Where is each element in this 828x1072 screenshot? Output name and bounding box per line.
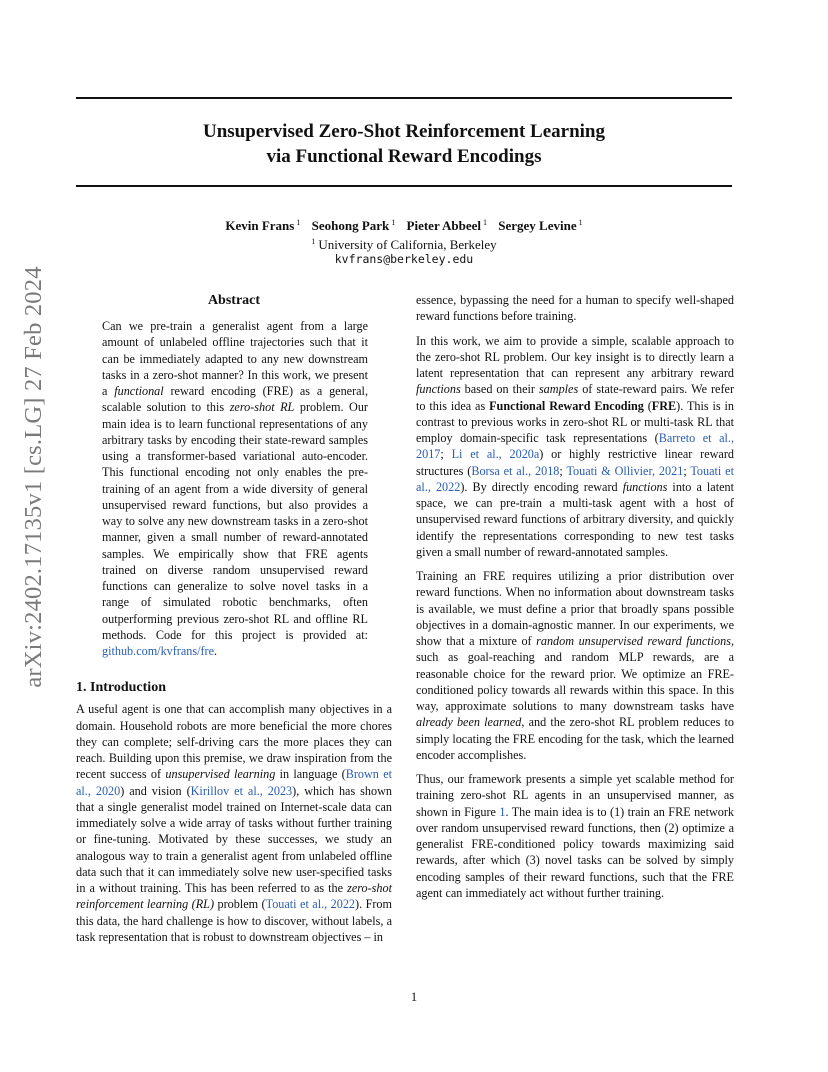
text-run: , such as goal-reaching and random MLP rewards, are a reasonable choice for the reward prior. We optimize an FRE-conditioned policy towards all rewards within this space. In this way, approximate solutions to many downstream tasks have	[416, 634, 734, 713]
citation-link[interactable]: Kirillov et al., 2023	[190, 783, 293, 798]
citation-link[interactable]: Borsa et al., 2018	[471, 463, 560, 478]
text-run: based on their	[460, 382, 539, 397]
introduction-heading: 1. Introduction	[76, 680, 166, 696]
top-rule	[76, 97, 732, 99]
bold-term: Functional Reward Encoding	[489, 398, 644, 413]
intro-paragraph-3	[416, 568, 734, 763]
text-run: . The main idea is to (1) train an FRE network over random unsupervised reward functions, then (2) optimize a generalist FRE-conditioned policy towards maximizing said rewards, after which (3) novel tasks can be solved by simply encoding samples of their reward functions, such that the FRE agent can immediately act without further training.	[416, 804, 735, 900]
text-run: Training an FRE requires utilizing a prior distribution over reward functions. When no information about downstream tasks is available, we must define a prior that broadly spans possible objectives in a domain-agnostic manner. In our experiments, we show that a mixture of	[416, 569, 734, 648]
author-name: Sergey Levine	[498, 218, 577, 233]
citation-link[interactable]: Barreto et al., 2017	[416, 431, 734, 462]
continued-paragraph: essence, bypassing the need for a human to specify well-shaped reward functions before training.	[416, 293, 734, 324]
author-2	[312, 218, 396, 233]
emphasis: already been learned	[416, 715, 522, 730]
text-run: reward encoding (FRE) as a general, scalable solution to this	[102, 384, 368, 415]
text-run: ) and vision (	[120, 783, 191, 798]
text-run: problem (	[214, 897, 266, 912]
affiliation-mark: 1	[391, 218, 396, 227]
text-run: , and the zero-shot RL problem reduces to simply locating the FRE encoding for the task, which the learned encoder accomplishes.	[416, 715, 735, 762]
text-run: ;	[559, 463, 567, 478]
text-run: problem. Our main idea is to learn functional representations of any arbitrary tasks by encoding their state-reward samples using a transformer-based variational auto-encoder. This functional encoding not only enables the pre-training of an agent from a wide diversity of general unsupervised reward functions, but also provides a way to solve any new downstream tasks in a zero-shot manner, given a small number of reward-annotated samples. We empirically show that FRE agents trained on diverse random unsupervised reward functions can generalize to solve novel tasks in a range of simulated robotic benchmarks, often outperforming previous zero-shot RL and offline RL methods. Code for this project is provided at:	[102, 400, 368, 642]
citation-link[interactable]: Touati et al., 2022	[265, 897, 356, 912]
text-run: ), which has shown that a single generalist model trained on Internet-scale data can immediately solve a wide array of tasks without further training or fine-tuning. Motivated by these successes, we study an analogous way to train a generalist agent from unlabeled offline data such that it can immediately solve new user-specified tasks in a without training. This has been referred to as the	[76, 783, 392, 895]
author-email: kvfrans@berkeley.edu	[334, 252, 474, 266]
paper-title-line-1: Unsupervised Zero-Shot Reinforcement Learning	[203, 121, 605, 142]
author-3	[407, 218, 488, 233]
arxiv-identifier: arXiv:2402.17135v1 [cs.LG] 27 Feb 2024	[20, 266, 47, 688]
author-4	[498, 218, 582, 233]
text-run: (	[643, 398, 652, 413]
text-run: in language (	[275, 767, 346, 782]
text-run: of state-reward pairs. We refer to this idea as	[416, 382, 734, 413]
emphasis: functions	[416, 382, 461, 397]
emphasis: samples	[538, 382, 579, 397]
page-number: 1	[410, 990, 418, 1004]
abstract-text	[102, 318, 368, 659]
citation-link[interactable]: Brown et al., 2020	[76, 767, 392, 798]
left-column	[76, 292, 392, 945]
intro-paragraph-2	[416, 333, 734, 561]
citation-link[interactable]: Li et al., 2020a	[451, 447, 540, 462]
text-run: ;	[440, 447, 452, 462]
text-run: .	[214, 644, 218, 658]
emphasis: zero-shot RL	[229, 400, 295, 415]
paper-title-line-2: via Functional Reward Encodings	[266, 146, 542, 167]
emphasis: unsupervised learning	[165, 767, 276, 782]
text-run: ). By directly encoding reward	[460, 479, 623, 494]
text-run: ). This is in contrast to previous works in zero-shot RL or multi-task RL that employ domain-specific task representations (	[416, 398, 735, 445]
text-run: into a latent space, we can pre-train a multi-task agent with a host of unsupervised reward functions of arbitrary diversity, and quickly identify the representations corresponding to new test tasks given a small number of reward-annotated samples.	[416, 479, 734, 559]
citation-link[interactable]: Touati & Ollivier, 2021	[566, 463, 684, 478]
abstract-heading: Abstract	[207, 293, 261, 308]
text-run: Thus, our framework presents a simple yet scalable method for training zero-shot RL agents in an unsupervised manner, as shown in Figure	[416, 772, 734, 819]
affiliation-text: University of California, Berkeley	[318, 237, 497, 252]
text-run: A useful agent is one that can accomplish many objectives in a domain. Household robots are more beneficial the more chores they can complete; self-driving cars the more places they can reach. Building upon this premise, we draw inspiration from the recent success of	[76, 702, 392, 782]
affiliation-mark: 1	[483, 218, 488, 227]
text-run: ;	[683, 463, 691, 478]
author-name: Kevin Frans	[225, 218, 295, 233]
affiliation-mark: 1	[311, 237, 316, 246]
author-name: Seohong Park	[311, 218, 390, 233]
text-run: ) or highly restrictive linear reward structures (	[416, 447, 734, 478]
text-run: Can we pre-train a generalist agent from a large amount of unlabeled offline trajectories such that it can be immediately adapted to any new downstream tasks in a zero-shot manner? In this work, we present a	[102, 319, 368, 398]
bottom-rule	[76, 185, 732, 187]
figure-link[interactable]: 1	[499, 804, 506, 819]
affiliation-mark: 1	[296, 218, 301, 227]
author-1	[225, 218, 300, 233]
text-run: ). From this data, the hard challenge is how to discover, without labels, a task representation that is robust to downstream objectives – in	[76, 897, 392, 944]
emphasis: random unsupervised reward functions	[536, 634, 731, 648]
code-link[interactable]: github.com/kvfrans/fre	[102, 644, 215, 658]
text-run: In this work, we aim to provide a simple, scalable approach to the zero-shot RL problem. Our key insight is to directly learn a latent representation that can represent any arbitrary reward	[416, 333, 734, 380]
emphasis: zero-shot reinforcement learning (RL)	[76, 881, 392, 912]
bold-term: FRE	[651, 398, 677, 413]
right-column	[416, 292, 734, 901]
emphasis: functional	[114, 384, 164, 398]
affiliation-mark: 1	[578, 218, 583, 227]
citation-link[interactable]: Touati et al., 2022	[416, 463, 734, 494]
author-name: Pieter Abbeel	[406, 218, 482, 233]
intro-paragraph-4	[416, 771, 734, 901]
intro-paragraph-1	[76, 701, 392, 945]
emphasis: functions	[622, 479, 668, 494]
